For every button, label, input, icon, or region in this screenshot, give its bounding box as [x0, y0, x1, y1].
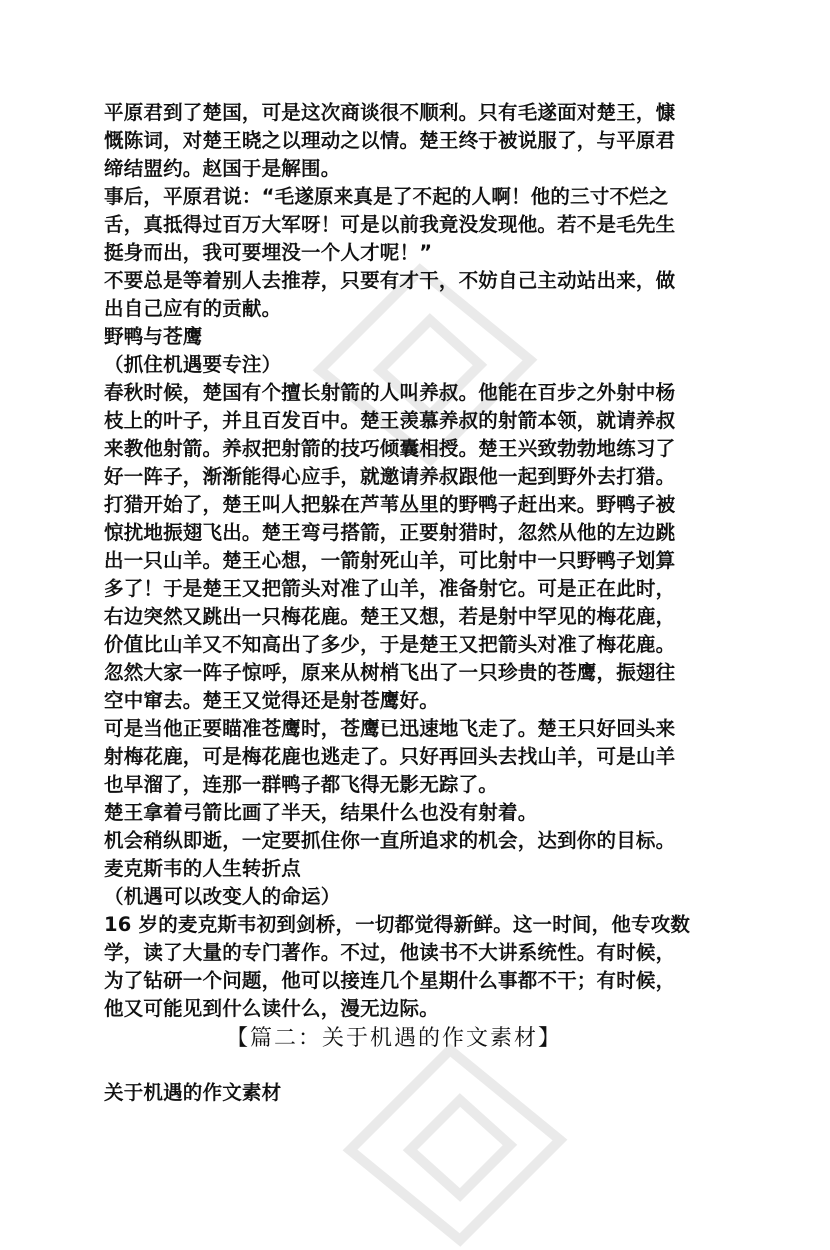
paragraph-line: 缔结盟约。赵国于是解围。 — [104, 157, 341, 180]
paragraph-line: 机会稍纵即逝，一定要抓住你一直所追求的机会，达到你的目标。 — [104, 829, 676, 852]
paragraph-line: 多了！于是楚王又把箭头对准了山羊，准备射它。可是正在此时， — [104, 577, 676, 600]
paragraph-line: 16 岁的麦克斯韦初到剑桥，一切都觉得新鲜。这一时间，他专攻数 — [104, 913, 691, 936]
paragraph-line: 楚王拿着弓箭比画了半天，结果什么也没有射着。 — [104, 801, 538, 824]
paragraph-line: 空中窜去。楚王又觉得还是射苍鹰好。 — [104, 689, 439, 712]
paragraph-line: 枝上的叶子，并且百发百中。楚王羡慕养叔的射箭本领，就请养叔 — [104, 409, 676, 432]
paragraph-line: 学，读了大量的专门著作。不过，他读书不大讲系统性。有时候， — [104, 941, 676, 964]
paragraph-line: 右边突然又跳出一只梅花鹿。楚王又想，若是射中罕见的梅花鹿， — [104, 605, 676, 628]
paragraph-line: 出自己应有的贡献。 — [104, 297, 282, 320]
paragraph-line: 出一只山羊。楚王心想，一箭射死山羊，可比射中一只野鸭子划算 — [104, 549, 676, 572]
paragraph-line: 好一阵子，渐渐能得心应手，就邀请养叔跟他一起到野外去打猎。 — [104, 465, 676, 488]
paragraph-line: 他又可能见到什么读什么，漫无边际。 — [104, 997, 439, 1020]
story-title: 野鸭与苍鹰 — [104, 325, 203, 348]
paragraph-line: 平原君到了楚国，可是这次商谈很不顺利。只有毛遂面对楚王，慷 — [104, 101, 676, 124]
section-subtitle: 关于机遇的作文素材 — [104, 1081, 282, 1104]
section-heading: 【篇二：关于机遇的作文素材】 — [226, 1026, 563, 1051]
paragraph-line: 也早溜了，连那一群鸭子都飞得无影无踪了。 — [104, 773, 499, 796]
paragraph-line: 忽然大家一阵子惊呼，原来从树梢飞出了一只珍贵的苍鹰，振翅往 — [104, 661, 676, 684]
paragraph-line: 慨陈词，对楚王晓之以理动之以情。楚王终于被说服了，与平原君 — [104, 129, 676, 152]
paragraph-line: 来教他射箭。养叔把射箭的技巧倾囊相授。楚王兴致勃勃地练习了 — [104, 437, 676, 460]
paragraph-line: 可是当他正要瞄准苍鹰时，苍鹰已迅速地飞走了。楚王只好回头来 — [104, 717, 676, 740]
paragraph-line: 惊扰地振翅飞出。楚王弯弓搭箭，正要射猎时，忽然从他的左边跳 — [104, 521, 676, 544]
paragraph-line: 不要总是等着别人去推荐，只要有才干，不妨自己主动站出来，做 — [104, 269, 676, 292]
paragraph-line: 射梅花鹿，可是梅花鹿也逃走了。只好再回头去找山羊，可是山羊 — [104, 745, 676, 768]
paragraph-line: 价值比山羊又不知高出了多少，于是楚王又把箭头对准了梅花鹿。 — [104, 633, 676, 656]
story-subtitle: （机遇可以改变人的命运） — [104, 885, 341, 908]
story-subtitle: （抓住机遇要专注） — [104, 353, 282, 376]
paragraph-line: 打猎开始了，楚王叫人把躲在芦苇丛里的野鸭子赶出来。野鸭子被 — [104, 493, 676, 516]
paragraph-line: 春秋时候，楚国有个擅长射箭的人叫养叔。他能在百步之外射中杨 — [104, 381, 676, 404]
paragraph-line: 舌，真抵得过百万大军呀！可是以前我竟没发现他。若不是毛先生 — [104, 213, 676, 236]
paragraph-line: 事后，平原君说：“毛遂原来真是了不起的人啊！他的三寸不烂之 — [104, 185, 669, 208]
paragraph-line: 挺身而出，我可要埋没一个人才呢！” — [104, 241, 433, 264]
paragraph-line: 为了钻研一个问题，他可以接连几个星期什么事都不干；有时候， — [104, 969, 676, 992]
story-title: 麦克斯韦的人生转折点 — [104, 857, 302, 880]
